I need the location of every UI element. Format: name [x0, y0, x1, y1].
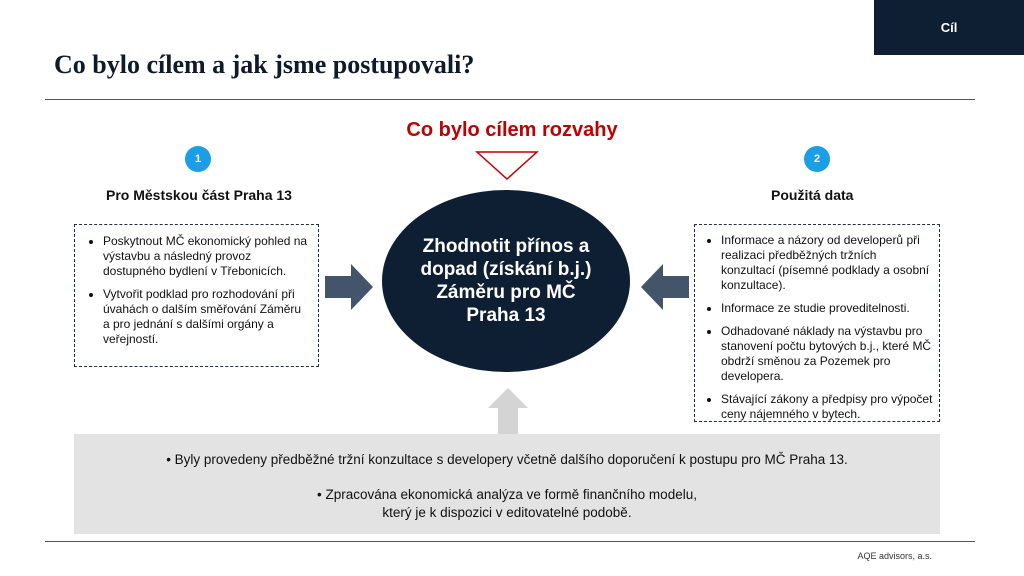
up-arrow-icon — [488, 388, 528, 434]
right-item: • Stávající zákony a předpisy pro výpočet ceny nájemného v bytech. — [721, 392, 933, 422]
down-triangle-icon — [475, 151, 539, 181]
left-heading: Pro Městskou část Praha 13 — [106, 187, 292, 203]
left-arrow-icon — [639, 264, 689, 310]
right-box — [694, 224, 940, 422]
right-item: • Informace ze studie proveditelnosti. — [721, 301, 933, 316]
bottom-divider — [45, 541, 975, 542]
right-arrow-icon — [325, 264, 375, 310]
right-item: • Informace a názory od developerů při realizaci předběžných tržních konzultací (písemné podklady a osobní konzultace). — [721, 233, 933, 293]
summary-line: který je k dispozici v editovatelné podobě. — [382, 505, 632, 520]
section-tag: Cíl — [874, 0, 1024, 55]
step-badge-2: 2 — [804, 146, 830, 172]
right-item: • Odhadované náklady na výstavbu pro stanovení počtu bytových b.j., které MČ obdrží směnou za Pozemek pro developera. — [721, 324, 933, 384]
summary-box — [74, 434, 940, 534]
page-title: Co bylo cílem a jak jsme postupovali? — [54, 50, 475, 79]
goal-ellipse — [382, 190, 630, 372]
left-box — [74, 224, 319, 367]
summary-line: • Byly provedeny předběžné tržní konzultace s developery včetně dalšího doporučení k postupu pro MČ Praha 13. — [166, 452, 848, 467]
right-heading: Použitá data — [771, 187, 854, 203]
left-item: • Vytvořit podklad pro rozhodování při úvahách o dalším směřování Záměru a pro jednání s dalšími orgány a veřejností. — [103, 287, 310, 347]
left-item: • Poskytnout MČ ekonomický pohled na výstavbu a následný provoz dostupného bydlení v Třebonicích. — [103, 234, 310, 279]
summary-line: • Zpracována ekonomická analýza ve formě finančního modelu, — [317, 487, 697, 502]
top-divider — [45, 99, 975, 100]
step-badge-1: 1 — [185, 146, 211, 172]
goal-text: Zhodnotit přínos a dopad (získání b.j.) Záměru pro MČ Praha 13 — [420, 236, 592, 326]
diagram-subtitle: Co bylo cílem rozvahy — [406, 119, 618, 141]
footer-company: AQE advisors, a.s. — [857, 551, 932, 561]
